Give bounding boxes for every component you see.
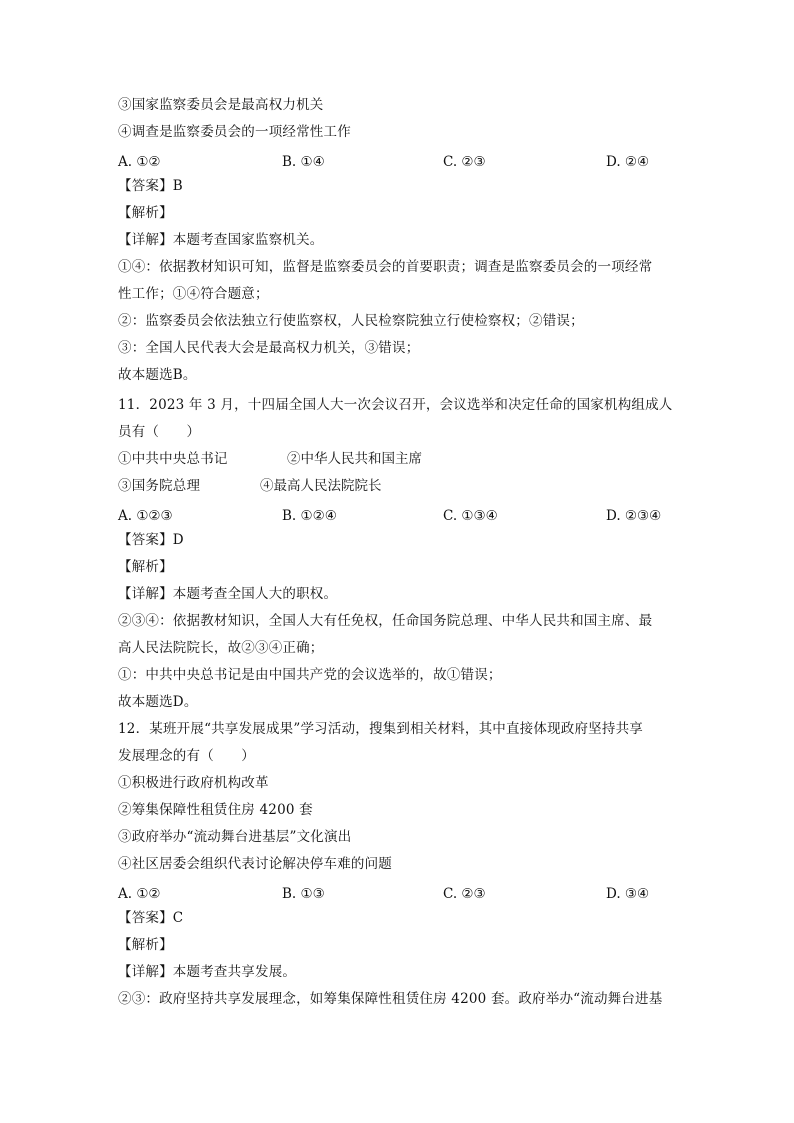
q11-conclusion: 故本题选D。 bbox=[118, 694, 198, 710]
q11-answer: 【答案】D bbox=[118, 532, 184, 548]
q12-option-d: D. ③④ bbox=[606, 886, 650, 902]
q11-option-b: B. ①②④ bbox=[282, 508, 337, 524]
q11-statement-4: ④最高人民法院院长 bbox=[260, 478, 382, 494]
q12-analysis-heading: 【解析】 bbox=[118, 937, 173, 953]
q11-stem-b: 员有（ ） bbox=[118, 424, 201, 440]
q10-statement-4: ④调查是监察委员会的一项经常性工作 bbox=[118, 124, 351, 140]
q10-statement-3: ③国家监察委员会是最高权力机关 bbox=[118, 97, 324, 113]
q11-option-a: A. ①②③ bbox=[118, 508, 173, 524]
q11-statement-1: ①中共中央总书记 bbox=[118, 451, 228, 467]
q10-explanation-1b: 性工作；①④符合题意； bbox=[118, 286, 269, 302]
q10-answer: 【答案】B bbox=[118, 178, 183, 194]
q12-statement-1: ①积极进行政府机构改革 bbox=[118, 775, 269, 791]
q12-detail: 【详解】本题考查共享发展。 bbox=[118, 964, 297, 980]
q11-stem-a: 11．2023 年 3 月，十四届全国人大一次会议召开，会议选举和决定任命的国家机构组成人 bbox=[118, 397, 673, 413]
q12-answer: 【答案】C bbox=[118, 910, 184, 926]
q12-option-a: A. ①② bbox=[118, 886, 161, 902]
q12-stem-b: 发展理念的有（ ） bbox=[118, 748, 255, 764]
q11-option-d: D. ②③④ bbox=[606, 508, 662, 524]
q12-statement-3: ③政府举办“流动舞台进基层”文化演出 bbox=[118, 829, 352, 845]
q12-option-b: B. ①③ bbox=[282, 886, 325, 902]
q10-option-c: C. ②③ bbox=[443, 154, 486, 170]
q12-option-c: C. ②③ bbox=[443, 886, 486, 902]
q11-option-c: C. ①③④ bbox=[443, 508, 498, 524]
q12-stem-a: 12．某班开展“共享发展成果”学习活动，搜集到相关材料，其中直接体现政府坚持共享 bbox=[118, 721, 643, 737]
q10-explanation-1a: ①④：依据教材知识可知，监督是监察委员会的首要职责；调查是监察委员会的一项经常 bbox=[118, 259, 653, 275]
q10-explanation-3: ③：全国人民代表大会是最高权力机关，③错误； bbox=[118, 340, 420, 356]
q11-explanation-1a: ②③④：依据教材知识，全国人大有任免权，任命国务院总理、中华人民共和国主席、最 bbox=[118, 613, 653, 629]
q11-statement-2: ②中华人民共和国主席 bbox=[287, 451, 422, 467]
q11-statement-3: ③国务院总理 bbox=[118, 478, 201, 494]
q11-explanation-1b: 高人民法院院长，故②③④正确； bbox=[118, 640, 324, 656]
q11-explanation-2: ①：中共中央总书记是由中国共产党的会议选举的，故①错误； bbox=[118, 667, 502, 683]
q10-conclusion: 故本题选B。 bbox=[118, 367, 197, 383]
q12-statement-2: ②筹集保障性租赁住房 4200 套 bbox=[118, 802, 313, 818]
q10-detail: 【详解】本题考查国家监察机关。 bbox=[118, 232, 324, 248]
q10-option-d: D. ②④ bbox=[606, 154, 650, 170]
q10-option-b: B. ①④ bbox=[282, 154, 325, 170]
q12-explanation-1a: ②③：政府坚持共享发展理念，如筹集保障性租赁住房 4200 套。政府举办“流动舞台进基 bbox=[118, 991, 663, 1007]
q11-detail: 【详解】本题考查全国人大的职权。 bbox=[118, 586, 338, 602]
q10-explanation-2: ②：监察委员会依法独立行使监察权，人民检察院独立行使检察权；②错误； bbox=[118, 313, 584, 329]
q11-analysis-heading: 【解析】 bbox=[118, 559, 173, 575]
q10-analysis-heading: 【解析】 bbox=[118, 205, 173, 221]
q12-statement-4: ④社区居委会组织代表讨论解决停车难的问题 bbox=[118, 856, 392, 872]
q10-option-a: A. ①② bbox=[118, 154, 161, 170]
